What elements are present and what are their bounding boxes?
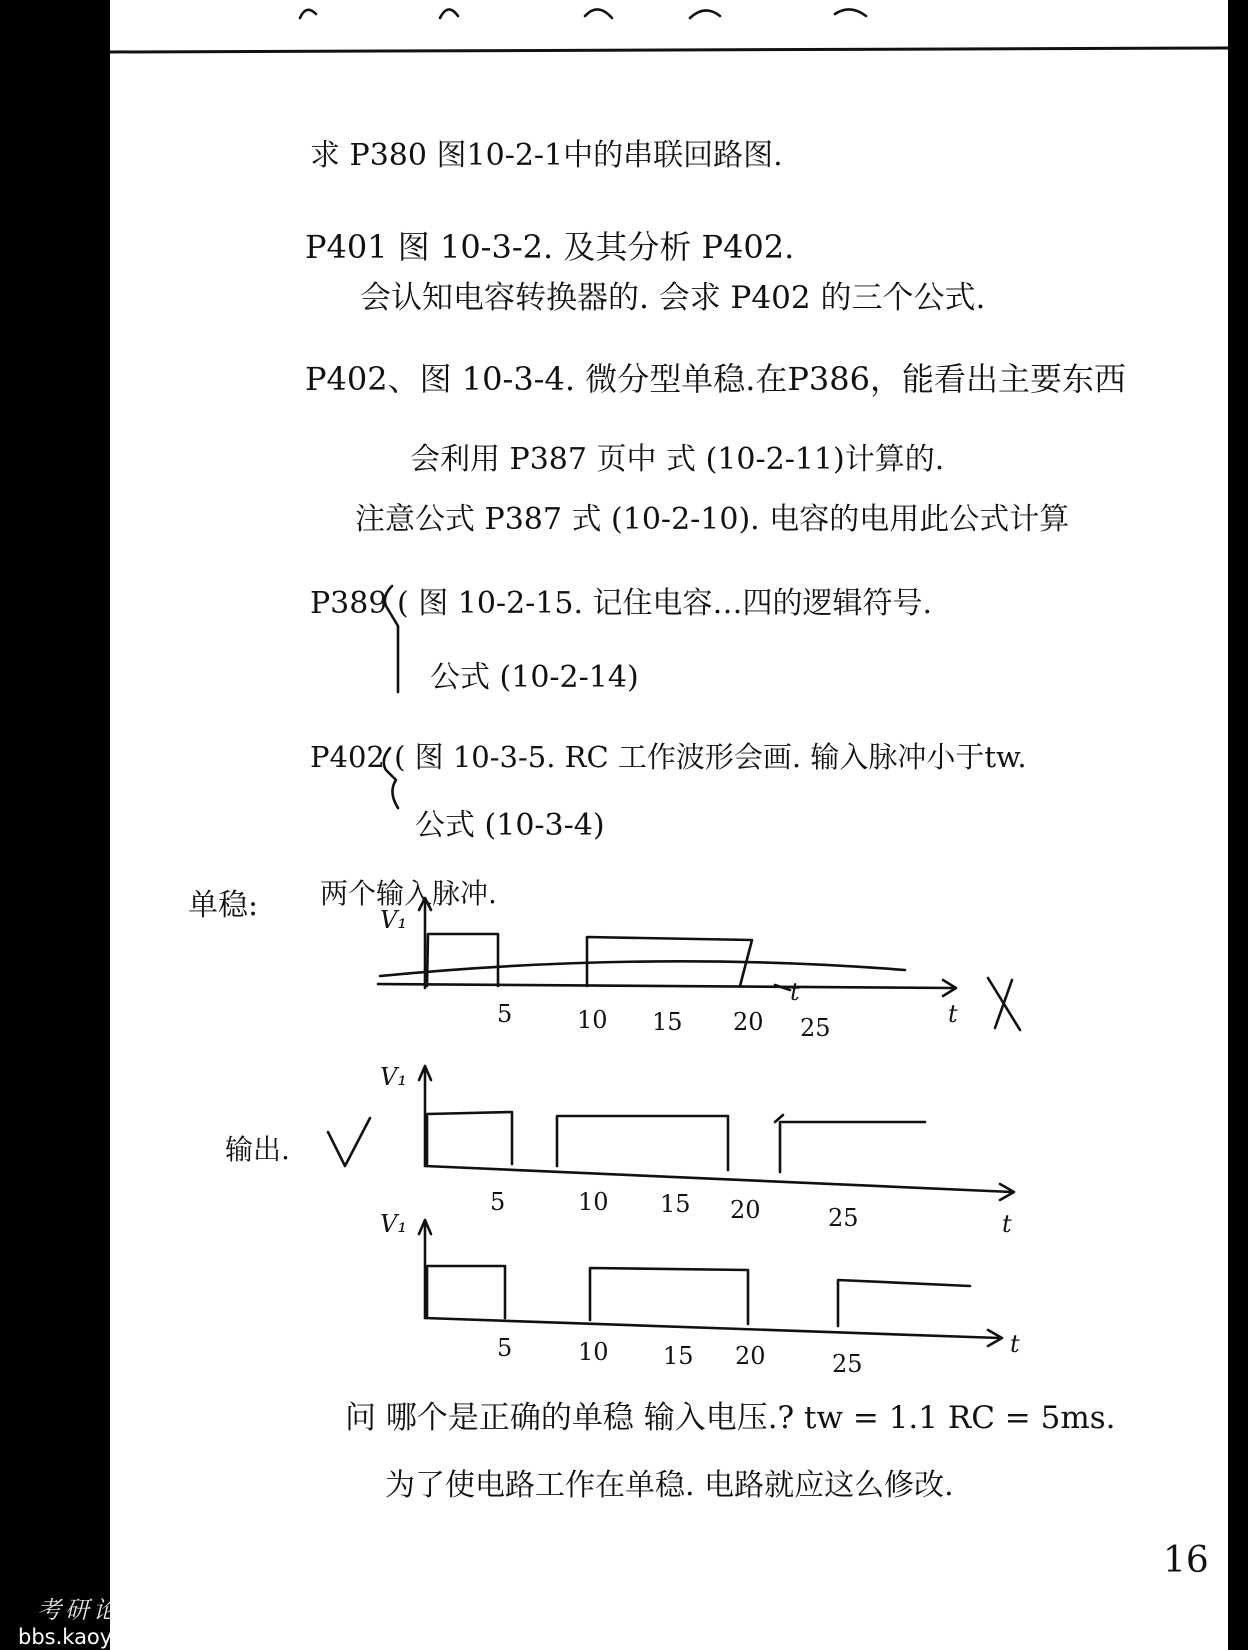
watermark-title: 考研论坛 — [37, 1596, 149, 1624]
tick-label: 25 — [828, 1204, 859, 1232]
note-line-9: P402 ( 图 10-3-5. RC 工作波形会画. 输入脉冲小于tw. — [310, 740, 1027, 774]
note-line-10: 公式 (10-3-4) — [415, 808, 605, 843]
note-line-8: 公式 (10-2-14) — [430, 660, 639, 695]
tick-label: 20 — [730, 1196, 761, 1224]
check-mark — [328, 1118, 370, 1166]
page-number: 16 — [1163, 1540, 1209, 1581]
note-line-7: P389 ( 图 10-2-15. 记住电容…四的逻辑符号. — [310, 586, 933, 621]
cross-mark — [988, 978, 1020, 1030]
tick-label: 20 — [733, 1008, 764, 1036]
question-line-1: 问 哪个是正确的单稳 输入电压.? tw = 1.1 RC = 5ms. — [345, 1400, 1116, 1436]
label-danwen: 单稳: — [188, 888, 259, 923]
watermark-url: bbs.kaoyan.com — [18, 1625, 190, 1649]
question-line-2: 为了使电路工作在单稳. 电路就应这么修改. — [385, 1468, 954, 1503]
y-label-3: V₁ — [380, 1210, 407, 1238]
t-label-2: t — [1002, 1210, 1012, 1238]
graph-output-correct — [328, 1066, 1014, 1200]
tick-label: 25 — [832, 1350, 863, 1378]
tick-label: 15 — [652, 1008, 683, 1036]
ticks-graph-3 — [497, 1334, 863, 1378]
tick-label: 25 — [800, 1014, 831, 1042]
tick-label: 10 — [578, 1188, 609, 1216]
t-label-1: t — [948, 1000, 958, 1028]
note-line-5: 会利用 P387 页中 式 (10-2-11)计算的. — [410, 442, 945, 477]
t-label-3: t — [1010, 1330, 1020, 1358]
page-top-edge — [110, 48, 1228, 52]
graph-output-3 — [419, 1220, 1002, 1346]
label-two-pulses: 两个输入脉冲. — [320, 877, 497, 910]
ticks-graph-1 — [497, 1000, 831, 1042]
note-line-4: P402、图 10-3-4. 微分型单稳.在P386，能看出主要东西 — [305, 360, 1126, 398]
tick-label: 5 — [490, 1188, 506, 1216]
watermark — [18, 1590, 190, 1649]
tick-label: 15 — [660, 1190, 691, 1218]
tick-label: 10 — [578, 1338, 609, 1366]
tick-label: 20 — [735, 1342, 766, 1370]
note-line-6: 注意公式 P387 式 (10-2-10). 电容的电用此公式计算 — [355, 502, 1070, 537]
tick-label: 10 — [577, 1006, 608, 1034]
ticks-graph-2 — [490, 1188, 859, 1232]
note-line-1: 求 P380 图10-2-1中的串联回路图. — [310, 138, 783, 173]
graph-input-pulses — [378, 898, 1020, 1030]
tick-label: 15 — [663, 1342, 694, 1370]
label-output: 输出. — [225, 1133, 290, 1166]
top-strip-scribbles — [110, 9, 1228, 52]
t-label-1b: t — [790, 978, 800, 1006]
note-line-3: 会认知电容转换器的. 会求 P402 的三个公式. — [360, 280, 986, 316]
y-label-2: V₁ — [380, 1063, 407, 1091]
tick-label: 5 — [497, 1334, 513, 1362]
note-line-2: P401 图 10-3-2. 及其分析 P402. — [305, 228, 795, 266]
tick-label: 5 — [497, 1000, 513, 1028]
y-label-1: V₁ — [380, 906, 407, 934]
